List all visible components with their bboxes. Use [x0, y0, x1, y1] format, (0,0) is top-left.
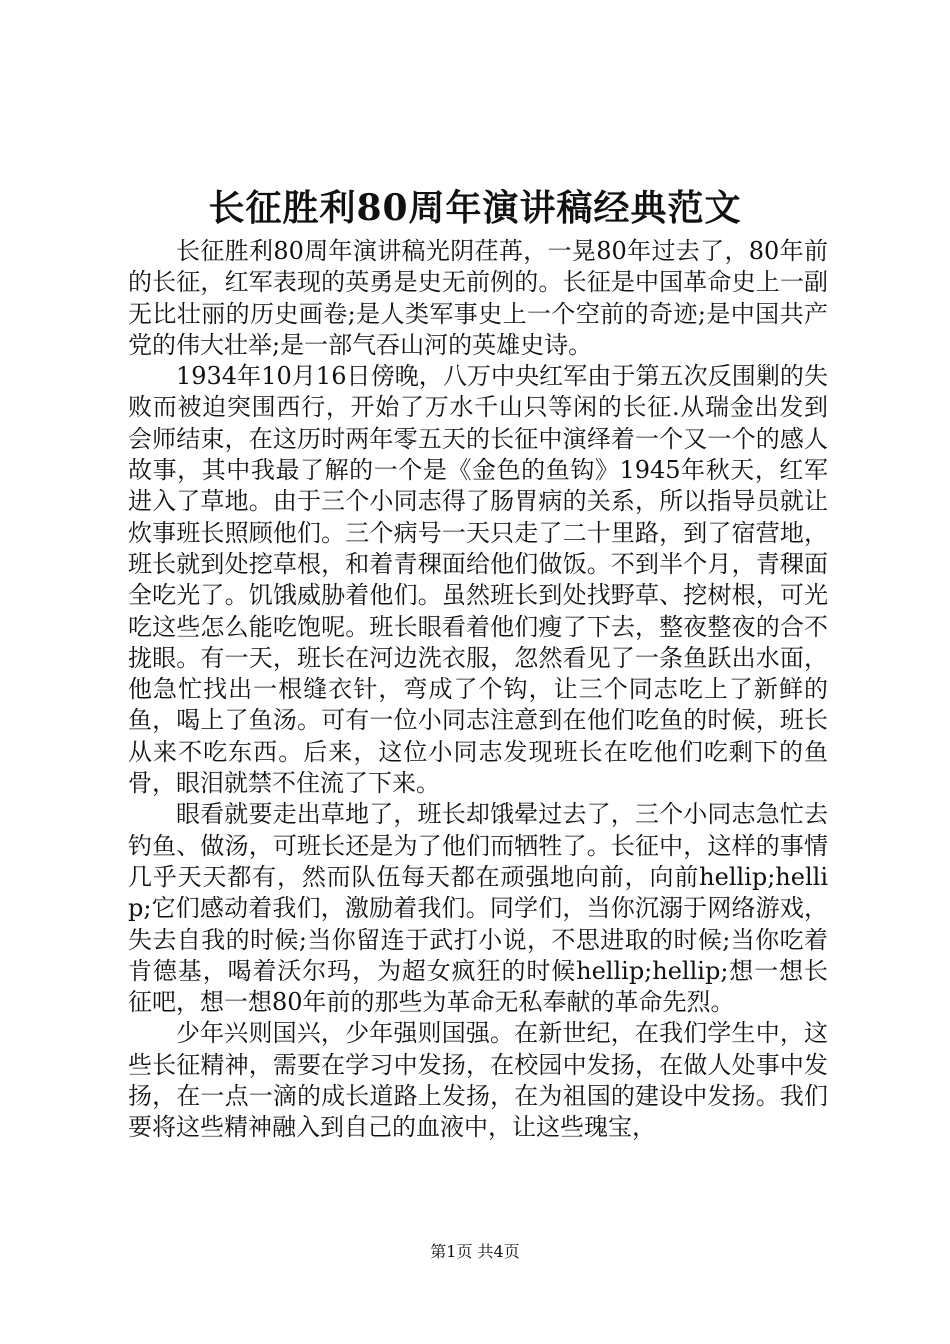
paragraph-golden-fishhook-story: 1934年10月16日傍晚，八万中央红军由于第五次反围剿的失败而被迫突围西行，开始了万水千山只等闲的长征.从瑞金出发到会师结束，在这历时两年零五天的长征中演绎着一个又一个的感人故事，其中我最了解的一个是《金色的鱼钩》1945年秋天，红军进入了草地。由于三个小同志得了肠胃病的关系，所以指导员就让炊事班长照顾他们。三个病号一天只走了二十里路，到了宿营地，班长就到处挖草根，和着青稞面给他们做饭。不到半个月，青稞面全吃光了。饥饿威胁着他们。虽然班长到处找野草、挖树根，可光吃这些怎么能吃饱呢。班长眼看着他们瘦了下去，整夜整夜的合不拢眼。有一天，班长在河边洗衣服，忽然看见了一条鱼跃出水面，他急忙找出一根缝衣针，弯成了个钩，让三个同志吃上了新鲜的鱼，喝上了鱼汤。可有一位小同志注意到在他们吃鱼的时候，班长从来不吃东西。后来，这位小同志发现班长在吃他们吃剩下的鱼骨，眼泪就禁不住流了下来。	[128, 362, 828, 798]
document-title: 长征胜利80周年演讲稿经典范文	[208, 187, 742, 229]
page-footer: 第1页 共4页	[430, 1242, 520, 1261]
paragraph-intro: 长征胜利80周年演讲稿光阴荏苒，一晃80年过去了，80年前的长征，红军表现的英勇是史无前例的。长征是中国革命史上一副无比壮丽的历史画卷;是人类军事史上一个空前的奇迹;是中国共产党的伟大壮举;是一部气吞山河的英雄史诗。	[128, 237, 828, 359]
document-body	[128, 236, 828, 1144]
paragraph-youth-call: 少年兴则国兴，少年强则国强。在新世纪，在我们学生中，这些长征精神，需要在学习中发扬，在校园中发扬，在做人处事中发扬，在一点一滴的成长道路上发扬，在为祖国的建设中发扬。我们要将这些精神融入到自己的血液中，让这些瑰宝，	[128, 1019, 828, 1142]
paragraph-sacrifice-reflection: 眼看就要走出草地了，班长却饿晕过去了，三个小同志急忙去钓鱼、做汤，可班长还是为了他们而牺牲了。长征中，这样的事情几乎天天都有，然而队伍每天都在顽强地向前，向前hellip;hellip;它们感动着我们，激励着我们。同学们，当你沉溺于网络游戏，失去自我的时候;当你留连于武打小说，不思进取的时候;当你吃着肯德基，喝着沃尔玛，为超女疯狂的时候hellip;hellip;想一想长征吧，想一想80年前的那些为革命无私奉献的革命先烈。	[128, 800, 828, 1017]
